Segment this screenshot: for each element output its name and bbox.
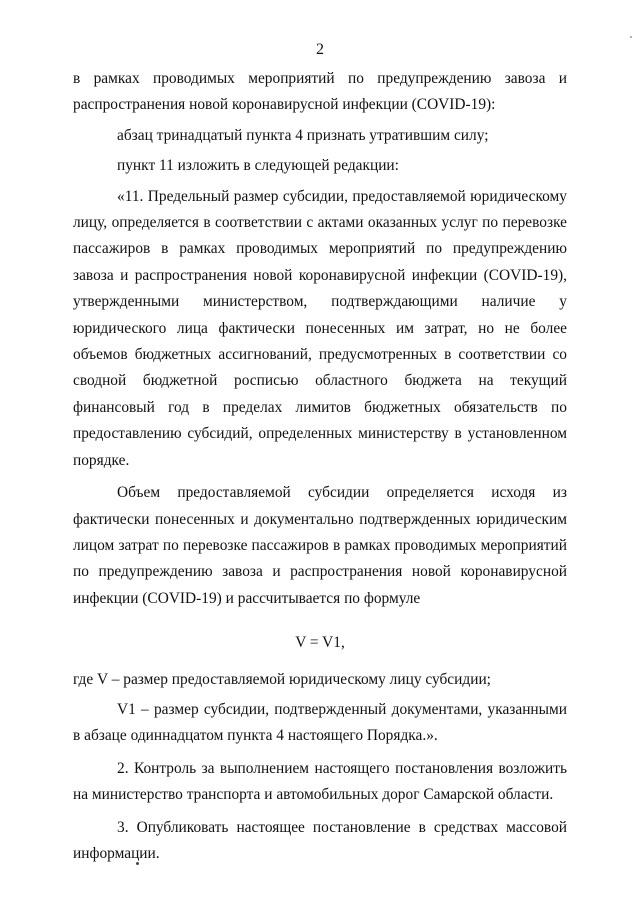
paragraph-where-v: где V – размер предоставляемой юридическому лицу субсидии; (73, 670, 491, 688)
paragraph-continuation: в рамках проводимых мероприятий по предупреждению завоза и распространения новой коронавирусной инфекции (COVID-19): (73, 70, 567, 114)
page-number: 2 (316, 41, 324, 58)
paragraph-abzac-13: абзац тринадцатый пункта 4 признать утратившим силу; (117, 126, 489, 144)
paragraph-punkt-11-text: «11. Предельный размер субсидии, предоставляемой юридическому лицу, определяется в соответствии с актами оказанных услуг по перевозке пассажиров в рамках проводимых мероприятий по предупреждению завоза и распространения новой коронавирусной инфекции (COVID-19), утвержденными министерством, подтверждающими наличие у юридического лица фактически понесенных им затрат, но не более объемов бюджетных ассигнований, предусмотренных в соответствии со сводной бюджетной росписью областного бюджета на текущий финансовый год в пределах лимитов бюджетных обязательств по предоставлению субсидий, определенных министерству в установленном порядке. (73, 187, 567, 469)
paragraph-item-3: 3. Опубликовать настоящее постановление в средствах массовой информации. (73, 818, 567, 862)
document-body (73, 66, 567, 867)
paragraph-subsidy-volume: Объем предоставляемой субсидии определяется исходя из фактически понесенных и документально подтвержденных юридическим лицом затрат по перевозке пассажиров в рамках проводимых мероприятий по предупреждению завоза и распространения новой коронавирусной инфекции (COVID-19) и рассчитывается по формуле (73, 484, 567, 607)
paragraph-v1-definition: V1 – размер субсидии, подтвержденный документами, указанными в абзаце одиннадцатом пункта 4 настоящего Порядка.». (73, 700, 567, 745)
scan-speck (630, 36, 632, 38)
paragraph-item-2: 2. Контроль за выполнением настоящего постановления возложить на министерство транспорта и автомобильных дорог Самарской области. (73, 759, 567, 804)
scan-dot (136, 862, 139, 865)
paragraph-punkt-11-intro: пункт 11 изложить в следующей редакции: (117, 157, 399, 175)
formula: V = V1, (295, 634, 345, 652)
